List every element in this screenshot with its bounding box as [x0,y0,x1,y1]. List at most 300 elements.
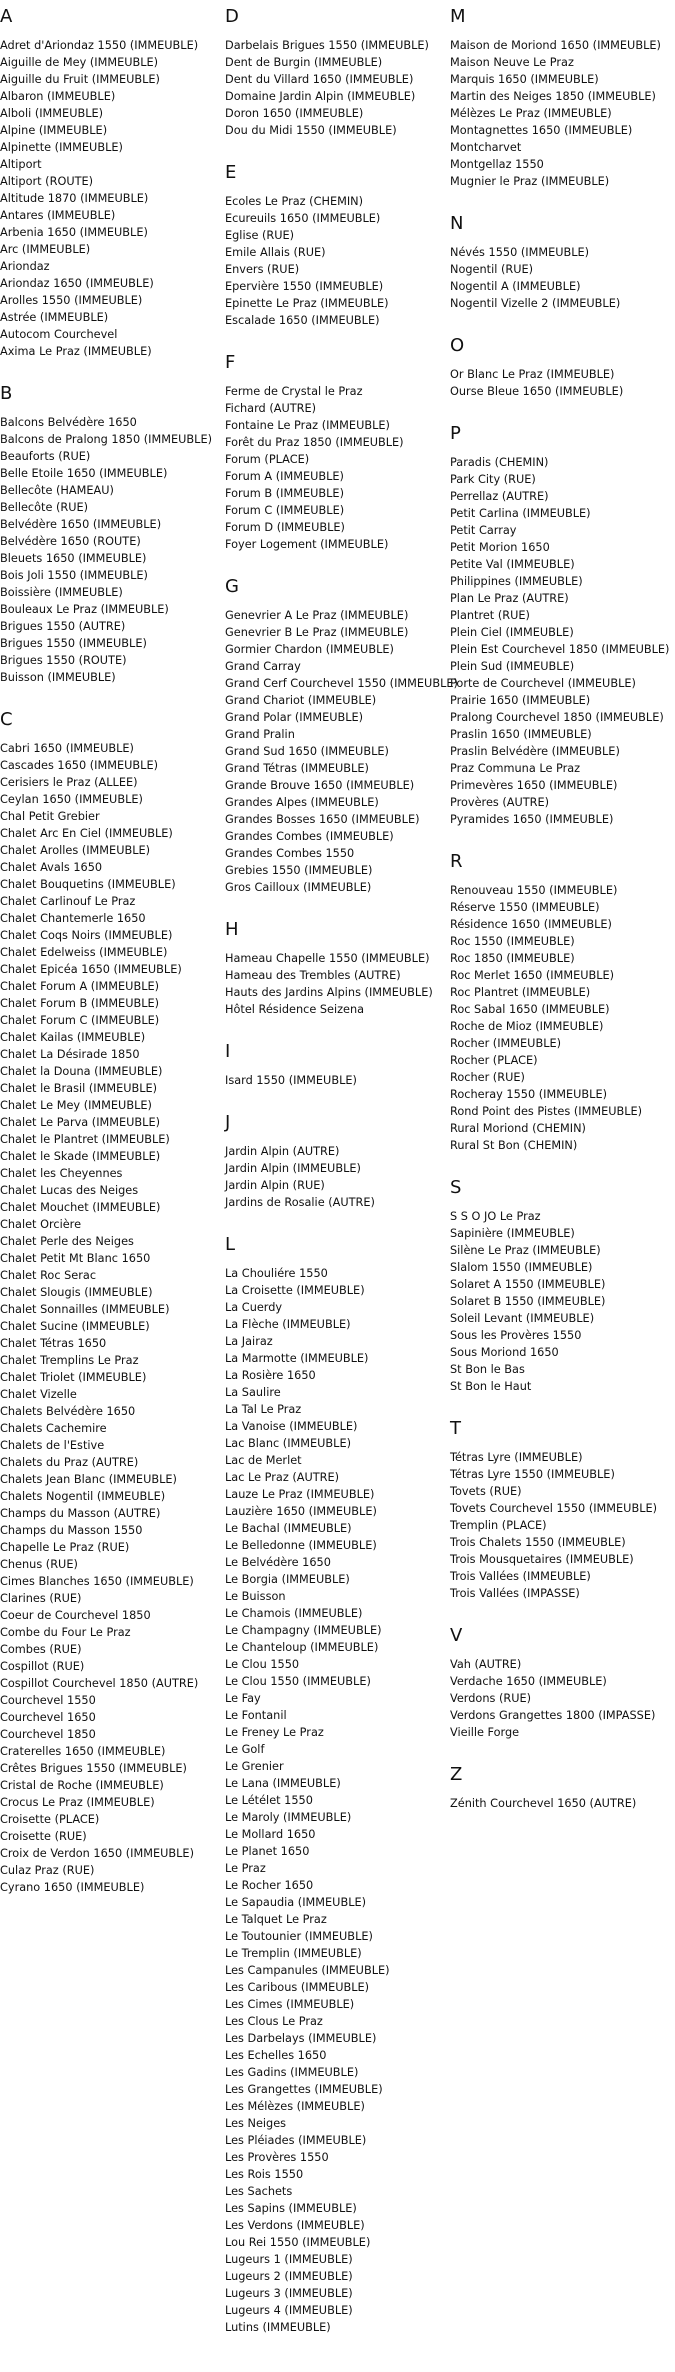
address-item[interactable]: Verdons Grangettes 1800 (IMPASSE) [450,1709,656,1722]
address-item[interactable]: Park City (RUE) [450,473,536,486]
address-item[interactable]: Crocus Le Praz (IMMEUBLE) [0,1796,155,1809]
address-item[interactable]: Forum (PLACE) [225,453,310,466]
address-item[interactable]: Rural Moriond (CHEMIN) [450,1122,586,1135]
address-item[interactable]: Les Verdons (IMMEUBLE) [225,2219,365,2232]
address-item[interactable]: Chalets Cachemire [0,1422,107,1435]
address-item[interactable]: Chalet Forum B (IMMEUBLE) [0,997,160,1010]
address-item[interactable]: Martin des Neiges 1850 (IMMEUBLE) [450,90,656,103]
address-item[interactable]: La Cuerdy [225,1301,283,1314]
address-item[interactable]: Ecureuils 1650 (IMMEUBLE) [225,212,381,225]
address-item[interactable]: Sapinière (IMMEUBLE) [450,1227,575,1240]
address-item[interactable]: Petit Carray [450,524,517,537]
address-item[interactable]: Darbelais Brigues 1550 (IMMEUBLE) [225,39,429,52]
address-item[interactable]: Chalet Bouquetins (IMMEUBLE) [0,878,176,891]
address-item[interactable]: Forum C (IMMEUBLE) [225,504,345,517]
address-item[interactable]: Autocom Courchevel [0,328,118,341]
address-item[interactable]: Lac de Merlet [225,1454,302,1467]
address-item[interactable]: Solaret A 1550 (IMMEUBLE) [450,1278,606,1291]
section-letter-heading: P [450,423,461,444]
address-item[interactable]: Lugeurs 3 (IMMEUBLE) [225,2287,353,2300]
address-item[interactable]: Praslin Belvédère (IMMEUBLE) [450,745,620,758]
address-item[interactable]: Chalet Triolet (IMMEUBLE) [0,1371,147,1384]
address-item[interactable]: Plantret (RUE) [450,609,530,622]
address-item[interactable]: Verdons (RUE) [450,1692,532,1705]
address-item[interactable]: Paradis (CHEMIN) [450,456,549,469]
address-item[interactable]: Le Tremplin (IMMEUBLE) [225,1947,362,1960]
address-item[interactable]: Bouleaux Le Praz (IMMEUBLE) [0,603,169,616]
address-item[interactable]: Arc (IMMEUBLE) [0,243,91,256]
address-item[interactable]: Doron 1650 (IMMEUBLE) [225,107,364,120]
address-item[interactable]: Le Fay [225,1692,261,1705]
address-item[interactable]: Chalet le Plantret (IMMEUBLE) [0,1133,170,1146]
address-item[interactable]: Chenus (RUE) [0,1558,78,1571]
address-item[interactable]: Le Belledonne (IMMEUBLE) [225,1539,377,1552]
address-item[interactable]: Marquis 1650 (IMMEUBLE) [450,73,599,86]
address-item[interactable]: Lac Blanc (IMMEUBLE) [225,1437,352,1450]
address-item[interactable]: Grandes Alpes (IMMEUBLE) [225,796,379,809]
address-item[interactable]: Le Toutounier (IMMEUBLE) [225,1930,373,1943]
address-item[interactable]: Beauforts (RUE) [0,450,91,463]
address-item[interactable]: Combe du Four Le Praz [0,1626,131,1639]
address-item[interactable]: Chalet Petit Mt Blanc 1650 [0,1252,151,1265]
address-item[interactable]: Grand Chariot (IMMEUBLE) [225,694,377,707]
address-item[interactable]: Grande Brouve 1650 (IMMEUBLE) [225,779,415,792]
address-item[interactable]: Le Grenier [225,1760,284,1773]
address-item[interactable]: Le Rocher 1650 [225,1879,314,1892]
address-item[interactable]: La Flèche (IMMEUBLE) [225,1318,351,1331]
address-item[interactable]: Chalet Carlinouf Le Praz [0,895,136,908]
address-item[interactable]: Escalade 1650 (IMMEUBLE) [225,314,380,327]
address-item[interactable]: Trois Chalets 1550 (IMMEUBLE) [450,1536,626,1549]
address-item[interactable]: Astrée (IMMEUBLE) [0,311,109,324]
address-item[interactable]: La Saulire [225,1386,281,1399]
address-item[interactable]: Maison de Moriond 1650 (IMMEUBLE) [450,39,661,52]
address-item[interactable]: Le Buisson [225,1590,286,1603]
address-item[interactable]: Grand Pralin [225,728,295,741]
address-item[interactable]: Petite Val (IMMEUBLE) [450,558,575,571]
address-item[interactable]: Trois Vallées (IMPASSE) [450,1587,580,1600]
address-item[interactable]: Chalet Le Mey (IMMEUBLE) [0,1099,152,1112]
address-item[interactable]: Jardins de Rosalie (AUTRE) [225,1196,375,1209]
address-item[interactable]: Les Sachets [225,2185,293,2198]
address-item[interactable]: Chalets du Praz (AUTRE) [0,1456,139,1469]
section-letter-heading: L [225,1234,236,1255]
address-item[interactable]: Les Sapins (IMMEUBLE) [225,2202,357,2215]
address-item[interactable]: Les Pléiades (IMMEUBLE) [225,2134,367,2147]
address-item[interactable]: Grandes Bosses 1650 (IMMEUBLE) [225,813,420,826]
address-item[interactable]: Grebies 1550 (IMMEUBLE) [225,864,373,877]
address-item[interactable]: Antares (IMMEUBLE) [0,209,116,222]
address-item[interactable]: Brigues 1550 (IMMEUBLE) [0,637,147,650]
address-item[interactable]: Petit Carlina (IMMEUBLE) [450,507,591,520]
address-item[interactable]: Aiguille du Fruit (IMMEUBLE) [0,73,160,86]
address-item[interactable]: Chalet les Cheyennes [0,1167,123,1180]
address-item[interactable]: Montcharvet [450,141,522,154]
address-item[interactable]: Courchevel 1850 [0,1728,96,1741]
address-item[interactable]: Forum D (IMMEUBLE) [225,521,345,534]
address-item[interactable]: Culaz Praz (RUE) [0,1864,95,1877]
address-item[interactable]: Les Gadins (IMMEUBLE) [225,2066,359,2079]
address-item[interactable]: Arbenia 1650 (IMMEUBLE) [0,226,148,239]
address-item[interactable]: Grand Polar (IMMEUBLE) [225,711,364,724]
address-item[interactable]: Roc Sabal 1650 (IMMEUBLE) [450,1003,610,1016]
address-item[interactable]: Grand Tétras (IMMEUBLE) [225,762,369,775]
address-item[interactable]: Jardin Alpin (IMMEUBLE) [225,1162,361,1175]
address-item[interactable]: Rocher (PLACE) [450,1054,538,1067]
address-item[interactable]: Chalet Forum C (IMMEUBLE) [0,1014,160,1027]
address-item[interactable]: Chapelle Le Praz (RUE) [0,1541,130,1554]
address-item[interactable]: Lauze Le Praz (IMMEUBLE) [225,1488,375,1501]
address-item[interactable]: Lugeurs 1 (IMMEUBLE) [225,2253,353,2266]
address-item[interactable]: Slalom 1550 (IMMEUBLE) [450,1261,593,1274]
address-item[interactable]: Chalet Perle des Neiges [0,1235,134,1248]
address-item[interactable]: Belvédère 1650 (ROUTE) [0,535,141,548]
address-item[interactable]: Or Blanc Le Praz (IMMEUBLE) [450,368,615,381]
address-item[interactable]: Praz Communa Le Praz [450,762,581,775]
address-item[interactable]: Maison Neuve Le Praz [450,56,574,69]
address-item[interactable]: Le Fontanil [225,1709,287,1722]
address-item[interactable]: Roche de Mioz (IMMEUBLE) [450,1020,604,1033]
address-item[interactable]: Le Borgia (IMMEUBLE) [225,1573,350,1586]
address-item[interactable]: Axima Le Praz (IMMEUBLE) [0,345,152,358]
address-item[interactable]: Les Darbelays (IMMEUBLE) [225,2032,377,2045]
address-item[interactable]: Lugeurs 4 (IMMEUBLE) [225,2304,353,2317]
address-item[interactable]: La Jairaz [225,1335,273,1348]
address-item[interactable]: Ecoles Le Praz (CHEMIN) [225,195,364,208]
address-item[interactable]: Cospillot (RUE) [0,1660,85,1673]
address-item[interactable]: Le Chamois (IMMEUBLE) [225,1607,363,1620]
address-item[interactable]: Plein Ciel (IMMEUBLE) [450,626,574,639]
address-item[interactable]: Roc 1550 (IMMEUBLE) [450,935,575,948]
address-item[interactable]: Les Provères 1550 [225,2151,329,2164]
address-item[interactable]: Dent de Burgin (IMMEUBLE) [225,56,383,69]
address-item[interactable]: Lugeurs 2 (IMMEUBLE) [225,2270,353,2283]
address-item[interactable]: Cabri 1650 (IMMEUBLE) [0,742,134,755]
address-item[interactable]: Roc Plantret (IMMEUBLE) [450,986,591,999]
address-item[interactable]: Le Maroly (IMMEUBLE) [225,1811,352,1824]
address-item[interactable]: Tremplin (PLACE) [450,1519,547,1532]
address-item[interactable]: Le Champagny (IMMEUBLE) [225,1624,382,1637]
address-item[interactable]: Tétras Lyre 1550 (IMMEUBLE) [450,1468,615,1481]
address-item[interactable]: Le Bachal (IMMEUBLE) [225,1522,352,1535]
address-item[interactable]: Chalet Mouchet (IMMEUBLE) [0,1201,161,1214]
address-item[interactable]: Le Freney Le Praz [225,1726,324,1739]
address-item[interactable]: Gormier Chardon (IMMEUBLE) [225,643,394,656]
address-item[interactable]: Brigues 1550 (AUTRE) [0,620,126,633]
address-item[interactable]: Combes (RUE) [0,1643,82,1656]
address-item[interactable]: Chalet Slougis (IMMEUBLE) [0,1286,153,1299]
address-item[interactable]: Le Mollard 1650 [225,1828,316,1841]
address-item[interactable]: Chalets Nogentil (IMMEUBLE) [0,1490,166,1503]
address-item[interactable]: Montgellaz 1550 [450,158,544,171]
address-item[interactable]: Forêt du Praz 1850 (IMMEUBLE) [225,436,404,449]
address-item[interactable]: Belvédère 1650 (IMMEUBLE) [0,518,162,531]
address-item[interactable]: Altitude 1870 (IMMEUBLE) [0,192,149,205]
address-item[interactable]: Chalets de l'Estive [0,1439,105,1452]
address-item[interactable]: Belle Etoile 1650 (IMMEUBLE) [0,467,168,480]
address-item[interactable]: Fichard (AUTRE) [225,402,317,415]
address-item[interactable]: Le Golf [225,1743,265,1756]
address-item[interactable]: Crêtes Brigues 1550 (IMMEUBLE) [0,1762,187,1775]
address-item[interactable]: Courchevel 1550 [0,1694,96,1707]
address-item[interactable]: Plein Sud (IMMEUBLE) [450,660,575,673]
address-item[interactable]: Jardin Alpin (AUTRE) [225,1145,340,1158]
address-item[interactable]: Chalet Tremplins Le Praz [0,1354,139,1367]
letter-section [450,335,675,400]
address-item[interactable]: Prairie 1650 (IMMEUBLE) [450,694,591,707]
address-item[interactable]: Le Talquet Le Praz [225,1913,327,1926]
address-item[interactable]: Chalet Roc Serac [0,1269,97,1282]
address-item[interactable]: Foyer Logement (IMMEUBLE) [225,538,389,551]
address-item[interactable]: Cerisiers le Praz (ALLEE) [0,776,138,789]
address-item[interactable]: Les Grangettes (IMMEUBLE) [225,2083,383,2096]
address-item[interactable]: Silène Le Praz (IMMEUBLE) [450,1244,601,1257]
address-item[interactable]: Genevrier B Le Praz (IMMEUBLE) [225,626,409,639]
letter-section [225,352,445,553]
address-item[interactable]: Le Clou 1550 [225,1658,300,1671]
address-item[interactable]: Chalet Kailas (IMMEUBLE) [0,1031,146,1044]
address-item[interactable]: Chalet Arolles (IMMEUBLE) [0,844,151,857]
address-item[interactable]: Renouveau 1550 (IMMEUBLE) [450,884,618,897]
address-item[interactable]: Gros Cailloux (IMMEUBLE) [225,881,372,894]
address-item[interactable]: Chalet le Brasil (IMMEUBLE) [0,1082,158,1095]
address-item[interactable]: Chalet Sonnailles (IMMEUBLE) [0,1303,170,1316]
address-item[interactable]: Chalet Vizelle [0,1388,77,1401]
address-item[interactable]: Le Lana (IMMEUBLE) [225,1777,341,1790]
address-item[interactable]: La Marmotte (IMMEUBLE) [225,1352,369,1365]
address-item[interactable]: Balcons Belvédère 1650 [0,416,137,429]
address-item[interactable]: Nogentil Vizelle 2 (IMMEUBLE) [450,297,621,310]
address-item[interactable]: Bellecôte (RUE) [0,501,89,514]
address-item[interactable]: Verdache 1650 (IMMEUBLE) [450,1675,607,1688]
address-item[interactable]: Balcons de Pralong 1850 (IMMEUBLE) [0,433,213,446]
address-item[interactable]: Bois Joli 1550 (IMMEUBLE) [0,569,148,582]
address-item[interactable]: Clarines (RUE) [0,1592,82,1605]
address-item[interactable]: Le Clou 1550 (IMMEUBLE) [225,1675,371,1688]
address-item[interactable]: Primevères 1650 (IMMEUBLE) [450,779,618,792]
address-item[interactable]: Epervière 1550 (IMMEUBLE) [225,280,384,293]
address-item[interactable]: Petit Morion 1650 [450,541,550,554]
address-item[interactable]: Vieille Forge [450,1726,520,1739]
address-item[interactable]: Sous Moriond 1650 [450,1346,559,1359]
address-item[interactable]: Les Echelles 1650 [225,2049,327,2062]
address-item[interactable]: Ariondaz 1650 (IMMEUBLE) [0,277,154,290]
address-item[interactable]: Sous les Provères 1550 [450,1329,582,1342]
address-item[interactable]: Pralong Courchevel 1850 (IMMEUBLE) [450,711,664,724]
address-item[interactable]: Hauts des Jardins Alpins (IMMEUBLE) [225,986,433,999]
address-item[interactable]: Rocher (IMMEUBLE) [450,1037,562,1050]
address-item[interactable]: Domaine Jardin Alpin (IMMEUBLE) [225,90,416,103]
address-item[interactable]: Plein Est Courchevel 1850 (IMMEUBLE) [450,643,670,656]
address-item[interactable]: Chalet Sucine (IMMEUBLE) [0,1320,150,1333]
address-item[interactable]: Résidence 1650 (IMMEUBLE) [450,918,612,931]
address-item[interactable]: S S O JO Le Praz [450,1210,541,1223]
address-item[interactable]: La Tal Le Praz [225,1403,302,1416]
address-item[interactable]: Grandes Combes (IMMEUBLE) [225,830,394,843]
address-item[interactable]: Albaron (IMMEUBLE) [0,90,116,103]
address-item[interactable]: Nogentil (RUE) [450,263,534,276]
address-item[interactable]: St Bon le Haut [450,1380,532,1393]
address-item[interactable]: Le Planet 1650 [225,1845,310,1858]
address-item[interactable]: Rocheray 1550 (IMMEUBLE) [450,1088,607,1101]
address-item[interactable]: Grand Cerf Courchevel 1550 (IMMEUBLE) [225,677,458,690]
address-item[interactable]: Isard 1550 (IMMEUBLE) [225,1074,357,1087]
address-item[interactable]: Forum A (IMMEUBLE) [225,470,344,483]
address-item[interactable]: Les Neiges [225,2117,287,2130]
address-item[interactable]: Ourse Bleue 1650 (IMMEUBLE) [450,385,624,398]
address-item[interactable]: Les Clous Le Praz [225,2015,323,2028]
address-item[interactable]: Le Chanteloup (IMMEUBLE) [225,1641,379,1654]
address-item[interactable]: Chalet Avals 1650 [0,861,103,874]
address-item[interactable]: Chalet La Désirade 1850 [0,1048,140,1061]
address-item[interactable]: Craterelles 1650 (IMMEUBLE) [0,1745,166,1758]
address-item[interactable]: Chalet Epicéa 1650 (IMMEUBLE) [0,963,182,976]
address-item[interactable]: Provères (AUTRE) [450,796,550,809]
address-item[interactable]: Les Campanules (IMMEUBLE) [225,1964,390,1977]
address-item[interactable]: Plan Le Praz (AUTRE) [450,592,569,605]
address-item[interactable]: Eglise (RUE) [225,229,295,242]
address-item[interactable]: Chalets Belvédère 1650 [0,1405,136,1418]
address-item[interactable]: Champs du Masson 1550 [0,1524,143,1537]
address-item[interactable]: Fontaine Le Praz (IMMEUBLE) [225,419,390,432]
address-item[interactable]: Coeur de Courchevel 1850 [0,1609,151,1622]
address-item[interactable]: Brigues 1550 (ROUTE) [0,654,127,667]
address-item[interactable]: Lutins (IMMEUBLE) [225,2321,331,2334]
address-item[interactable]: Courchevel 1650 [0,1711,96,1724]
address-item[interactable]: Porte de Courchevel (IMMEUBLE) [450,677,636,690]
address-item[interactable]: Le Belvédère 1650 [225,1556,331,1569]
section-letter-heading: T [450,1418,461,1439]
address-item[interactable]: Réserve 1550 (IMMEUBLE) [450,901,600,914]
address-item[interactable]: Champs du Masson (AUTRE) [0,1507,161,1520]
address-item[interactable]: Roc Merlet 1650 (IMMEUBLE) [450,969,615,982]
address-item[interactable]: Croix de Verdon 1650 (IMMEUBLE) [0,1847,194,1860]
address-item[interactable]: Tovets (RUE) [450,1485,522,1498]
address-item[interactable]: Croisette (RUE) [0,1830,87,1843]
address-item[interactable]: Croisette (PLACE) [0,1813,100,1826]
address-item[interactable]: Montagnettes 1650 (IMMEUBLE) [450,124,633,137]
address-item[interactable]: Alboli (IMMEUBLE) [0,107,104,120]
address-item[interactable]: Vah (AUTRE) [450,1658,522,1671]
address-item[interactable]: Chalet Le Parva (IMMEUBLE) [0,1116,161,1129]
address-item[interactable]: Envers (RUE) [225,263,300,276]
address-item[interactable]: Genevrier A Le Praz (IMMEUBLE) [225,609,409,622]
address-item[interactable]: Solaret B 1550 (IMMEUBLE) [450,1295,606,1308]
address-item[interactable]: St Bon le Bas [450,1363,525,1376]
address-item[interactable]: Hameau Chapelle 1550 (IMMEUBLE) [225,952,430,965]
address-item[interactable]: Mugnier le Praz (IMMEUBLE) [450,175,610,188]
address-item[interactable]: Adret d'Ariondaz 1550 (IMMEUBLE) [0,39,199,52]
address-item[interactable]: Altiport [0,158,42,171]
address-item[interactable]: Buisson (IMMEUBLE) [0,671,116,684]
address-item[interactable]: La Vanoise (IMMEUBLE) [225,1420,358,1433]
address-item[interactable]: Alpine (IMMEUBLE) [0,124,108,137]
address-item[interactable]: Rocher (RUE) [450,1071,525,1084]
address-item[interactable]: Hôtel Résidence Seizena [225,1003,365,1016]
address-item[interactable]: Lac Le Praz (AUTRE) [225,1471,340,1484]
address-item[interactable]: Dent du Villard 1650 (IMMEUBLE) [225,73,414,86]
address-item[interactable]: Chal Petit Grebier [0,810,100,823]
address-item[interactable]: Nogentil A (IMMEUBLE) [450,280,581,293]
address-item[interactable]: Chalet Orcière [0,1218,82,1231]
address-item[interactable]: Ariondaz [0,260,50,273]
address-item[interactable]: Névés 1550 (IMMEUBLE) [450,246,590,259]
address-item[interactable]: Chalet le Skade (IMMEUBLE) [0,1150,161,1163]
address-item[interactable]: Rural St Bon (CHEMIN) [450,1139,578,1152]
address-item[interactable]: Hameau des Trembles (AUTRE) [225,969,401,982]
address-item[interactable]: Grandes Combes 1550 [225,847,355,860]
address-item[interactable]: Tétras Lyre (IMMEUBLE) [450,1451,583,1464]
address-item[interactable]: Forum B (IMMEUBLE) [225,487,344,500]
address-item[interactable]: Bellecôte (HAMEAU) [0,484,114,497]
address-item[interactable]: Cristal de Roche (IMMEUBLE) [0,1779,164,1792]
address-item[interactable]: Epinette Le Praz (IMMEUBLE) [225,297,389,310]
address-item[interactable]: Grand Sud 1650 (IMMEUBLE) [225,745,389,758]
address-item[interactable]: Alpinette (IMMEUBLE) [0,141,123,154]
address-item[interactable]: Soleil Levant (IMMEUBLE) [450,1312,595,1325]
address-item[interactable]: Dou du Midi 1550 (IMMEUBLE) [225,124,397,137]
address-item[interactable]: Chalet Chantemerle 1650 [0,912,146,925]
address-item[interactable]: La Chouliére 1550 [225,1267,328,1280]
address-item[interactable]: Tovets Courchevel 1550 (IMMEUBLE) [450,1502,658,1515]
address-item[interactable]: Chalet Coqs Noirs (IMMEUBLE) [0,929,173,942]
address-item[interactable]: Le Sapaudia (IMMEUBLE) [225,1896,367,1909]
address-item[interactable]: Zénith Courchevel 1650 (AUTRE) [450,1797,637,1810]
address-item[interactable]: Roc 1850 (IMMEUBLE) [450,952,575,965]
address-item[interactable]: Les Caribous (IMMEUBLE) [225,1981,370,1994]
address-item[interactable]: Les Cimes (IMMEUBLE) [225,1998,355,2011]
address-item[interactable]: Chalet Edelweiss (IMMEUBLE) [0,946,168,959]
address-item[interactable]: Chalet la Douna (IMMEUBLE) [0,1065,163,1078]
address-item[interactable]: Pyramides 1650 (IMMEUBLE) [450,813,614,826]
address-item[interactable]: Cospillot Courchevel 1850 (AUTRE) [0,1677,199,1690]
address-item[interactable]: Altiport (ROUTE) [0,175,94,188]
address-item[interactable]: Chalet Tétras 1650 [0,1337,107,1350]
address-item[interactable]: Boissière (IMMEUBLE) [0,586,123,599]
address-item[interactable]: Mélèzes Le Praz (IMMEUBLE) [450,107,612,120]
address-item[interactable]: Bleuets 1650 (IMMEUBLE) [0,552,147,565]
address-item[interactable]: Trois Vallées (IMMEUBLE) [450,1570,591,1583]
address-item[interactable]: Praslin 1650 (IMMEUBLE) [450,728,592,741]
address-item[interactable]: Le Praz [225,1862,266,1875]
address-item[interactable]: Les Rois 1550 [225,2168,304,2181]
address-item[interactable]: Emile Allais (RUE) [225,246,326,259]
address-item[interactable]: Trois Mousquetaires (IMMEUBLE) [450,1553,634,1566]
address-item[interactable]: Lauzière 1650 (IMMEUBLE) [225,1505,377,1518]
address-item[interactable]: Chalet Forum A (IMMEUBLE) [0,980,160,993]
address-item[interactable]: Chalet Arc En Ciel (IMMEUBLE) [0,827,173,840]
address-item[interactable]: Jardin Alpin (RUE) [225,1179,325,1192]
address-item[interactable]: Lou Rei 1550 (IMMEUBLE) [225,2236,371,2249]
address-item[interactable]: Chalet Lucas des Neiges [0,1184,139,1197]
address-item[interactable]: Le Létélet 1550 [225,1794,313,1807]
address-item[interactable]: La Rosière 1650 [225,1369,316,1382]
address-item[interactable]: Cimes Blanches 1650 (IMMEUBLE) [0,1575,194,1588]
address-item[interactable]: Rond Point des Pistes (IMMEUBLE) [450,1105,643,1118]
address-item[interactable]: Aiguille de Mey (IMMEUBLE) [0,56,159,69]
address-item[interactable]: Cyrano 1650 (IMMEUBLE) [0,1881,145,1894]
address-item[interactable]: Cascades 1650 (IMMEUBLE) [0,759,158,772]
address-item[interactable]: Grand Carray [225,660,301,673]
address-item[interactable]: Ferme de Crystal le Praz [225,385,363,398]
address-item[interactable]: Philippines (IMMEUBLE) [450,575,583,588]
address-item[interactable]: Les Mélèzes (IMMEUBLE) [225,2100,365,2113]
address-item[interactable]: Arolles 1550 (IMMEUBLE) [0,294,143,307]
address-item[interactable]: Chalets Jean Blanc (IMMEUBLE) [0,1473,177,1486]
address-item[interactable]: Perrellaz (AUTRE) [450,490,549,503]
address-item[interactable]: La Croisette (IMMEUBLE) [225,1284,365,1297]
address-item[interactable]: Ceylan 1650 (IMMEUBLE) [0,793,143,806]
